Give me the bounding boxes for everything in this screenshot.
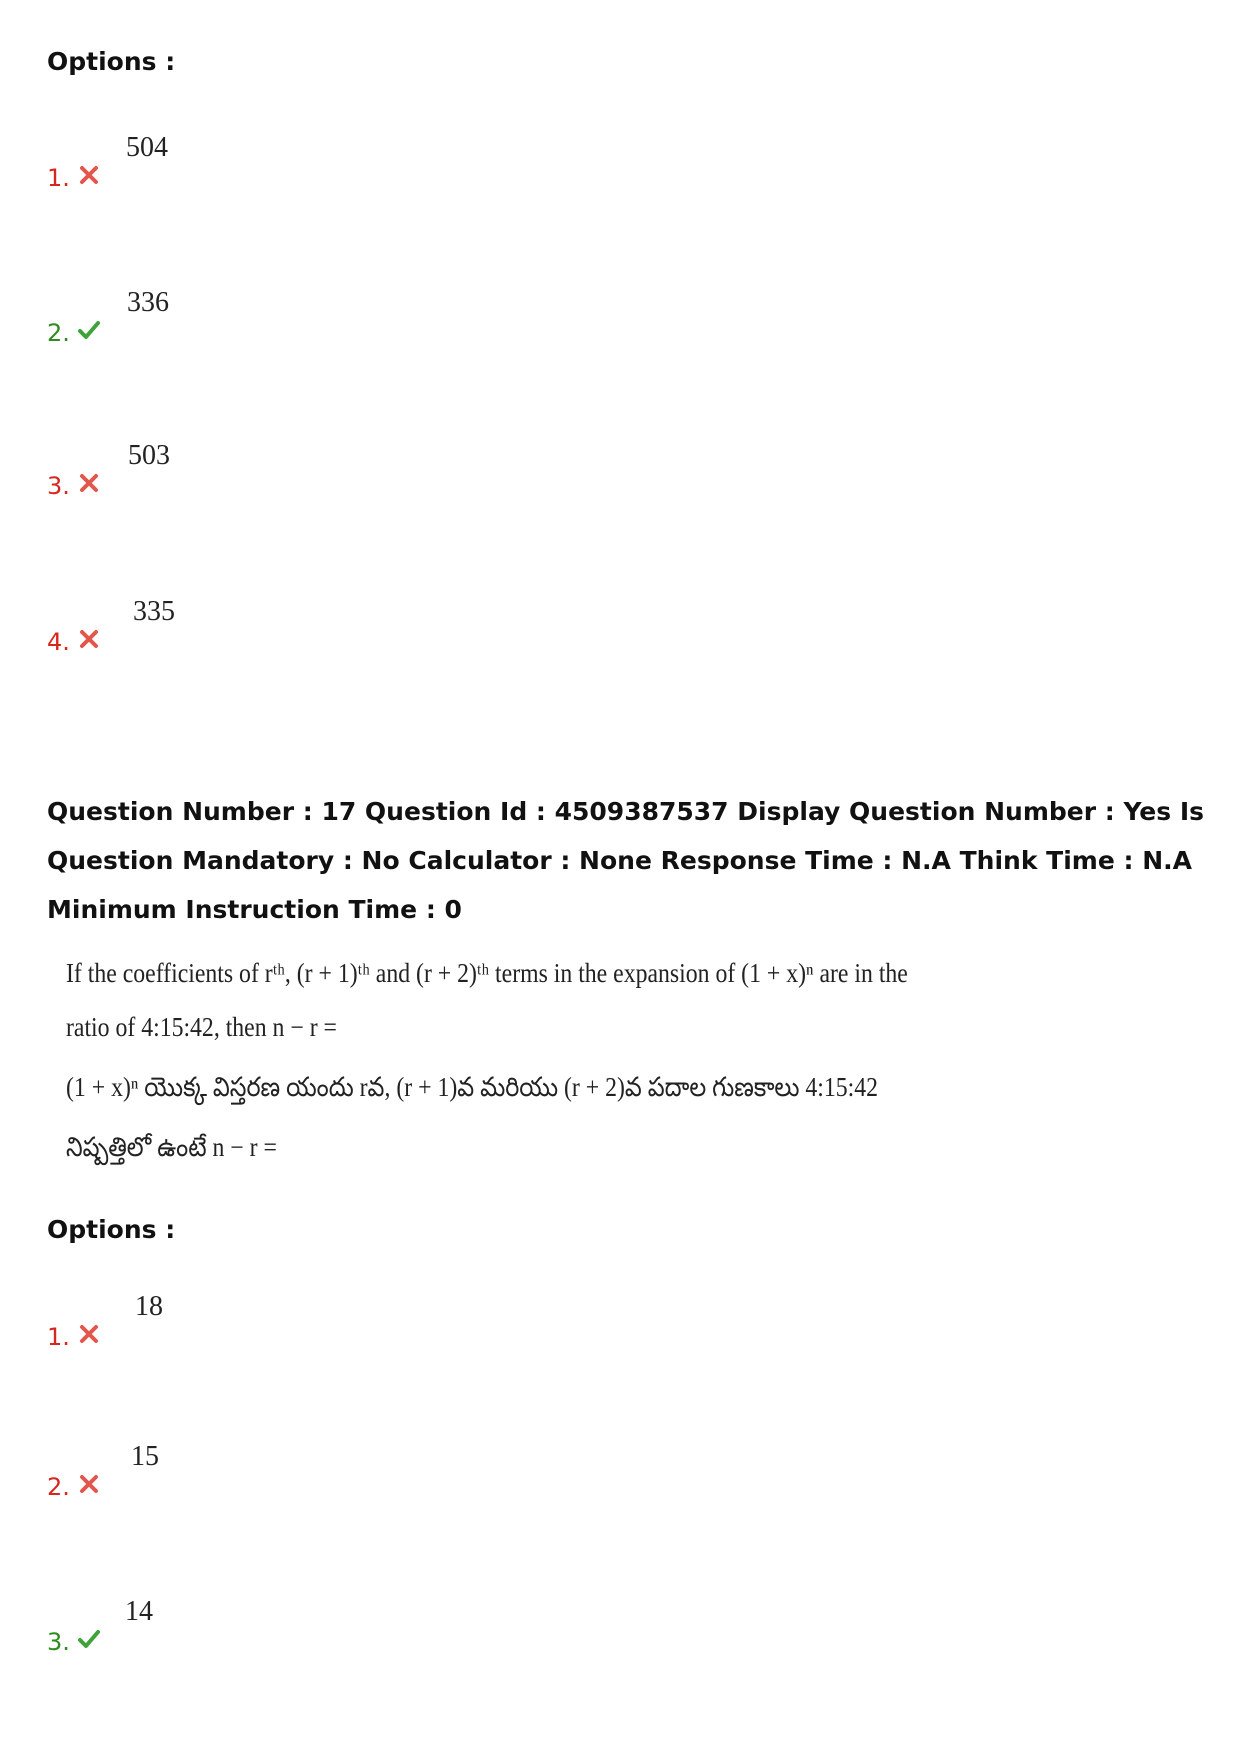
option-value: 15 [131,1441,159,1472]
cross-icon [77,1472,101,1496]
option-value: 504 [126,132,168,163]
option-number: 2. [47,319,70,347]
cross-icon [77,627,101,651]
question-text-telugu-line2: నిష్పత్తిలో ఉంటే n − r = [66,1132,277,1162]
option-value: 18 [135,1291,163,1322]
question-text-english-line1: If the coefficients of rᵗʰ, (r + 1)ᵗʰ and (r + 2)ᵗʰ terms in the expansion of (1 + x)ⁿ are in the [66,958,908,988]
options-heading: Options : [47,47,176,76]
check-icon [77,1627,101,1651]
option-row [47,596,447,717]
option-row [47,132,447,253]
option-row [47,440,447,561]
option-number: 4. [47,628,70,656]
option-value: 503 [128,440,170,471]
option-row [47,1441,447,1562]
option-row [47,1291,447,1412]
option-number: 1. [47,164,70,192]
option-value: 335 [133,596,175,627]
check-icon [77,318,101,342]
option-number: 3. [47,472,70,500]
option-row [47,1596,447,1717]
cross-icon [77,471,101,495]
option-value: 14 [125,1596,153,1627]
cross-icon [77,1322,101,1346]
cross-icon [77,163,101,187]
question-text-english-line2: ratio of 4:15:42, then n − r = [66,1012,337,1042]
option-value: 336 [127,287,169,318]
option-number: 3. [47,1628,70,1656]
question-text-telugu-line1: (1 + x)ⁿ యొక్క విస్తరణ యందు rవ, (r + 1)వ మరియు (r + 2)వ పదాల గుణకాలు 4:15:42 [66,1072,879,1102]
option-row [47,287,447,408]
options-heading: Options : [47,1215,176,1244]
question-meta: Question Number : 17 Question Id : 4509387537 Display Question Number : Yes Is Question Mandatory : No Calculator : None Response Time : N.A Think Time : N.A Minimum Instruction Time : 0 [47,797,1205,924]
option-number: 1. [47,1323,70,1351]
option-number: 2. [47,1473,70,1501]
